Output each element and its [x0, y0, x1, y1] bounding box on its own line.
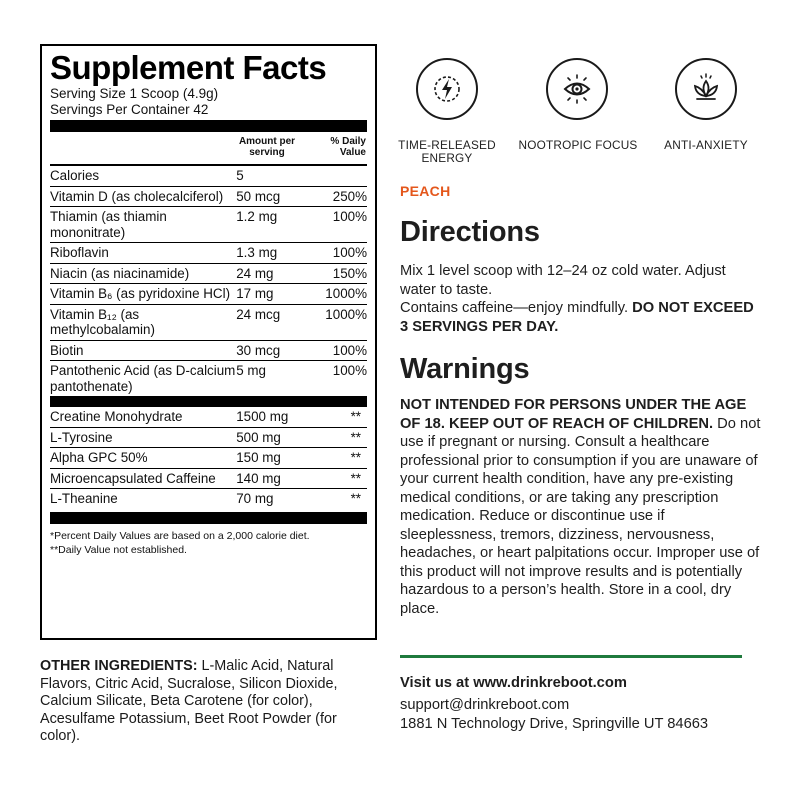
other-ingredients-label: OTHER INGREDIENTS:: [40, 658, 198, 674]
ingredient-daily-value: **: [350, 450, 361, 465]
other-ingredients: [40, 658, 370, 746]
ingredient-daily-value: 100%: [332, 209, 367, 224]
feature-label-energy: TIME-RELEASED ENERGY: [398, 138, 496, 165]
ingredient-name: L-Theanine: [50, 491, 118, 506]
ingredient-daily-value: 100%: [332, 363, 367, 378]
facts-row: [50, 340, 367, 361]
facts-footnotes: [50, 529, 367, 557]
facts-row: [50, 186, 367, 207]
amount-header: Amount per serving: [238, 136, 296, 158]
ingredient-amount: 5: [236, 168, 244, 183]
ingredient-name: Creatine Monohydrate: [50, 409, 183, 424]
ingredient-daily-value: [314, 168, 368, 184]
ingredient-amount: 1.3 mg: [236, 245, 278, 260]
ingredient-amount: 24 mg: [236, 265, 274, 281]
ingredient-name: Pantothenic Acid (as D-calcium pantothenate): [50, 363, 236, 394]
support-email[interactable]: support@drinkreboot.com: [400, 697, 570, 713]
ingredient-amount: 150 mg: [236, 450, 281, 465]
facts-row: [50, 468, 367, 489]
ingredient-daily-value: 250%: [332, 188, 367, 204]
ingredient-daily-value: 1000%: [325, 306, 367, 322]
directions-text: [400, 262, 762, 336]
ingredient-daily-value: **: [350, 409, 361, 424]
facts-divider-thick: [50, 120, 367, 132]
facts-row: [50, 206, 367, 242]
ingredient-amount: 140 mg: [236, 470, 281, 486]
ingredient-amount: 17 mg: [236, 286, 274, 301]
warnings-text: NOT INTENDED FOR PERSONS UNDER THE AGE OF 18. KEEP OUT OF REACH OF CHILDREN. Do not use if pregnant or nursing. Consult a healthcare professional prior to consumption if you are unaware of your current health condition, have any pre-existing medical conditions, or are taking any prescription medication. Reduce or discontinue use if sleeplessness, tremors, dizziness, nervousness, headaches, or heart palpitations occur. Improper use of this product will not improve results and is potentially hazardous to a person’s health. Store in a cool, dry place.: [400, 397, 761, 617]
ingredient-name: Thiamin (as thiamin mononitrate): [50, 209, 167, 240]
footnote-daily-values: *Percent Daily Values are based on a 2,000 calorie diet.: [50, 529, 310, 542]
facts-row: [50, 405, 367, 427]
age-warning: NOT INTENDED FOR PERSONS UNDER THE AGE OF 18. KEEP OUT OF REACH OF CHILDREN.: [400, 397, 747, 432]
ingredient-name: Vitamin B₆ (as pyridoxine HCl): [50, 286, 231, 301]
ingredient-name: Niacin (as niacinamide): [50, 265, 190, 281]
ingredient-daily-value: **: [350, 470, 361, 486]
ingredient-name: Riboflavin: [50, 245, 109, 260]
ingredient-amount: 1.2 mg: [236, 209, 278, 224]
facts-divider-bottom: [50, 512, 367, 524]
ingredient-name: Vitamin D (as cholecalciferol): [50, 188, 224, 204]
ingredient-amount: 500 mg: [236, 429, 281, 445]
facts-row: [50, 164, 367, 186]
ingredient-amount: 50 mcg: [236, 188, 281, 204]
ingredient-daily-value: **: [350, 429, 361, 445]
facts-row: [50, 447, 367, 468]
facts-row: [50, 427, 367, 448]
serving-size: Serving Size 1 Scoop (4.9g): [50, 86, 219, 101]
blend-rows: [50, 405, 367, 509]
ingredient-name: Calories: [50, 168, 100, 183]
directions-heading: Directions: [400, 216, 540, 248]
vitamin-rows: [50, 164, 367, 396]
ingredient-amount: 5 mg: [236, 363, 267, 378]
ingredient-daily-value: 100%: [332, 245, 367, 260]
facts-divider-mid: [50, 396, 367, 405]
facts-row: [50, 242, 367, 263]
feature-label-focus: NOOTROPIC FOCUS: [518, 138, 638, 152]
energy-bolt-icon: [416, 58, 478, 120]
facts-title: Supplement Facts: [50, 49, 327, 86]
ingredient-name: Biotin: [50, 342, 84, 358]
lotus-icon: [675, 58, 737, 120]
website-link[interactable]: Visit us at www.drinkreboot.com: [400, 675, 627, 691]
ingredient-amount: 24 mcg: [236, 306, 281, 322]
servings-per-container: Servings Per Container 42: [50, 102, 209, 117]
facts-row: [50, 360, 367, 396]
contact-info: [400, 696, 708, 734]
ingredient-daily-value: 100%: [332, 342, 367, 358]
directions-line2: Contains caffeine—enjoy mindfully. DO NOT EXCEED 3 SERVINGS PER DAY.: [400, 300, 754, 335]
ingredient-daily-value: 150%: [332, 265, 367, 281]
ingredient-amount: 1500 mg: [236, 409, 289, 424]
supplement-facts-panel: [40, 44, 377, 640]
daily-value-header: % Daily Value: [330, 136, 366, 158]
flavor-label: PEACH: [400, 183, 451, 199]
ingredient-amount: 70 mg: [236, 491, 274, 506]
facts-row: [50, 488, 367, 509]
max-servings-warning: DO NOT EXCEED 3 SERVINGS PER DAY.: [400, 300, 754, 335]
ingredient-name: Microencapsulated Caffeine: [50, 470, 216, 486]
ingredient-amount: 30 mcg: [236, 342, 281, 358]
green-divider: [400, 655, 742, 658]
eye-icon: [546, 58, 608, 120]
ingredient-name: Vitamin B₁₂ (as methylcobalamin): [50, 306, 155, 337]
directions-line1: Mix 1 level scoop with 12–24 oz cold water. Adjust water to taste.: [400, 263, 726, 298]
facts-row: [50, 263, 367, 284]
facts-row: [50, 304, 367, 340]
ingredient-name: L-Tyrosine: [50, 429, 113, 445]
footnote-not-established: **Daily Value not established.: [50, 543, 187, 556]
other-ingredients-text: L-Malic Acid, Natural Flavors, Citric Acid, Sucralose, Silicon Dioxide, Calcium Silicate, Beta Carotene (for color), Acesulfame Potassium, Beet Root Powder (for color).: [40, 658, 338, 744]
ingredient-daily-value: **: [350, 491, 361, 506]
facts-column-headers: [50, 136, 367, 164]
ingredient-name: Alpha GPC 50%: [50, 450, 148, 465]
feature-label-anxiety: ANTI-ANXIETY: [664, 138, 748, 152]
ingredient-daily-value: 1000%: [325, 286, 367, 301]
address: 1881 N Technology Drive, Springville UT 84663: [400, 716, 709, 732]
facts-row: [50, 283, 367, 304]
warnings-heading: Warnings: [400, 353, 530, 385]
